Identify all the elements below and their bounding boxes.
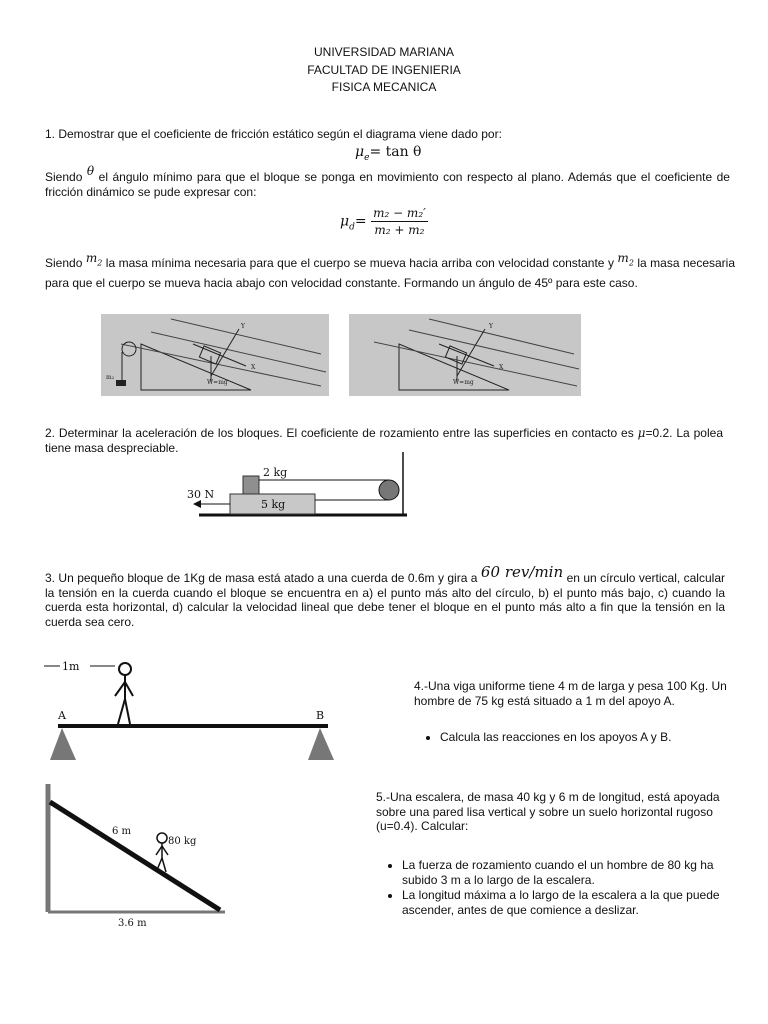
p1-intro: 1. Demostrar que el coeficiente de fricción estático según el diagrama viene dado por: — [45, 127, 502, 141]
p5-text: 5.-Una escalera, de masa 40 kg y 6 m de longitud, está apoyada sobre una pared lisa vertical y sobre un suelo horizontal rugoso (u=0.4). Calcular: — [376, 790, 720, 833]
p4-support-a: A — [58, 709, 66, 722]
theta-symbol: θ — [86, 164, 95, 178]
p1-fig-left-m: m₂ — [106, 374, 115, 381]
p1-fig-right-y: Y — [489, 323, 493, 330]
p1-figure-left — [101, 314, 329, 396]
p1-fig-right-weight: W=mg — [453, 379, 474, 386]
header-faculty: FACULTAD DE INGENIERIA — [307, 63, 461, 77]
p1-figure-right — [349, 314, 581, 396]
p4-text: 4.-Una viga uniforme tiene 4 m de larga y pesa 100 Kg. Un hombre de 75 kg está situado a 1 m del apoyo A. — [414, 679, 727, 708]
p1-text-theta: Siendo θ el ángulo mínimo para que el bloque se ponga en movimiento con respecto al plano. Además que el coeficiente de fricción dinámico se pude expresar con: — [45, 164, 730, 199]
p4-bullet-1: • Calcula las reacciones en los apoyos A y B. — [440, 730, 730, 745]
p3-speed: 60 rev/min — [480, 563, 564, 581]
header-course: FISICA MECANICA — [331, 80, 437, 94]
p4-support-b: B — [316, 709, 325, 722]
p4-bullets — [420, 730, 730, 746]
p1-equation-static: $\mu_e= \tan \theta$ — [355, 144, 422, 163]
m2-symbol: $m_2$ — [85, 251, 103, 268]
mu-symbol: μ — [637, 426, 646, 440]
p5-mass-label: 80 kg — [168, 836, 197, 847]
p1-text-m2: Siendo $m_2$ la masa mínima necesaria para que el cuerpo se mueva hacia arriba con velocidad constante y $m_2$ la masa necesaria para que el cuerpo se mueva hacia abajo con velocidad constante. Formando un ángulo de 45º para este caso. — [45, 251, 736, 290]
p5-bullet-1: • La fuerza de rozamiento cuando el un hombre de 80 kg ha subido 3 m a lo largo de la escalera. — [402, 858, 722, 887]
p2-text: 2. Determinar la aceleración de los bloques. El coeficiente de rozamiento entre las superficies en contacto es μ=0.2. La polea tiene masa despreciable. — [45, 426, 723, 455]
p3-text: 3. Un pequeño bloque de 1Kg de masa está atado a una cuerda de 0.6m y gira a 60 rev/min en un círculo vertical, calcular la tensión en la cuerda cuando el bloque se encuentra en a) el punto más alto del círculo, b) el punto más bajo, c) cuando la cuerda esta horizontal, d) calcular la velocidad lineal que debe tener el bloque en el punto más alto a fin que la tensión en la cuerda sea cero. — [45, 563, 725, 629]
p1-fig-right-x: X — [499, 364, 504, 371]
p5-base-label: 3.6 m — [118, 918, 147, 929]
p4-dist-label: 1m — [62, 660, 80, 673]
p1-equation-dynamic: $\mu_d=$ $\frac{\text{m₂ − m₂′}}{\text{m₂ + m₂}}$ — [340, 206, 426, 237]
p1-fig-left-x: X — [251, 364, 256, 371]
m2-prime-symbol: $m_2$ — [617, 251, 634, 268]
p2-force-label: 30 N — [187, 488, 215, 501]
p5-figure — [40, 780, 260, 930]
p2-bottom-block-label: 5 kg — [261, 498, 286, 511]
p2-top-block-label: 2 kg — [263, 466, 288, 479]
p5-length-label: 6 m — [112, 826, 132, 837]
header-university: UNIVERSIDAD MARIANA — [313, 45, 455, 59]
p2-figure — [185, 450, 415, 530]
p5-bullets — [382, 858, 722, 918]
p4-figure — [40, 656, 350, 766]
p5-bullet-2: • La longitud máxima a lo largo de la escalera a la que puede ascender, antes de que comience a deslizar. — [402, 888, 722, 917]
p1-fig-left-y: Y — [241, 323, 245, 330]
p1-fig-left-weight: W=mg — [207, 379, 228, 386]
